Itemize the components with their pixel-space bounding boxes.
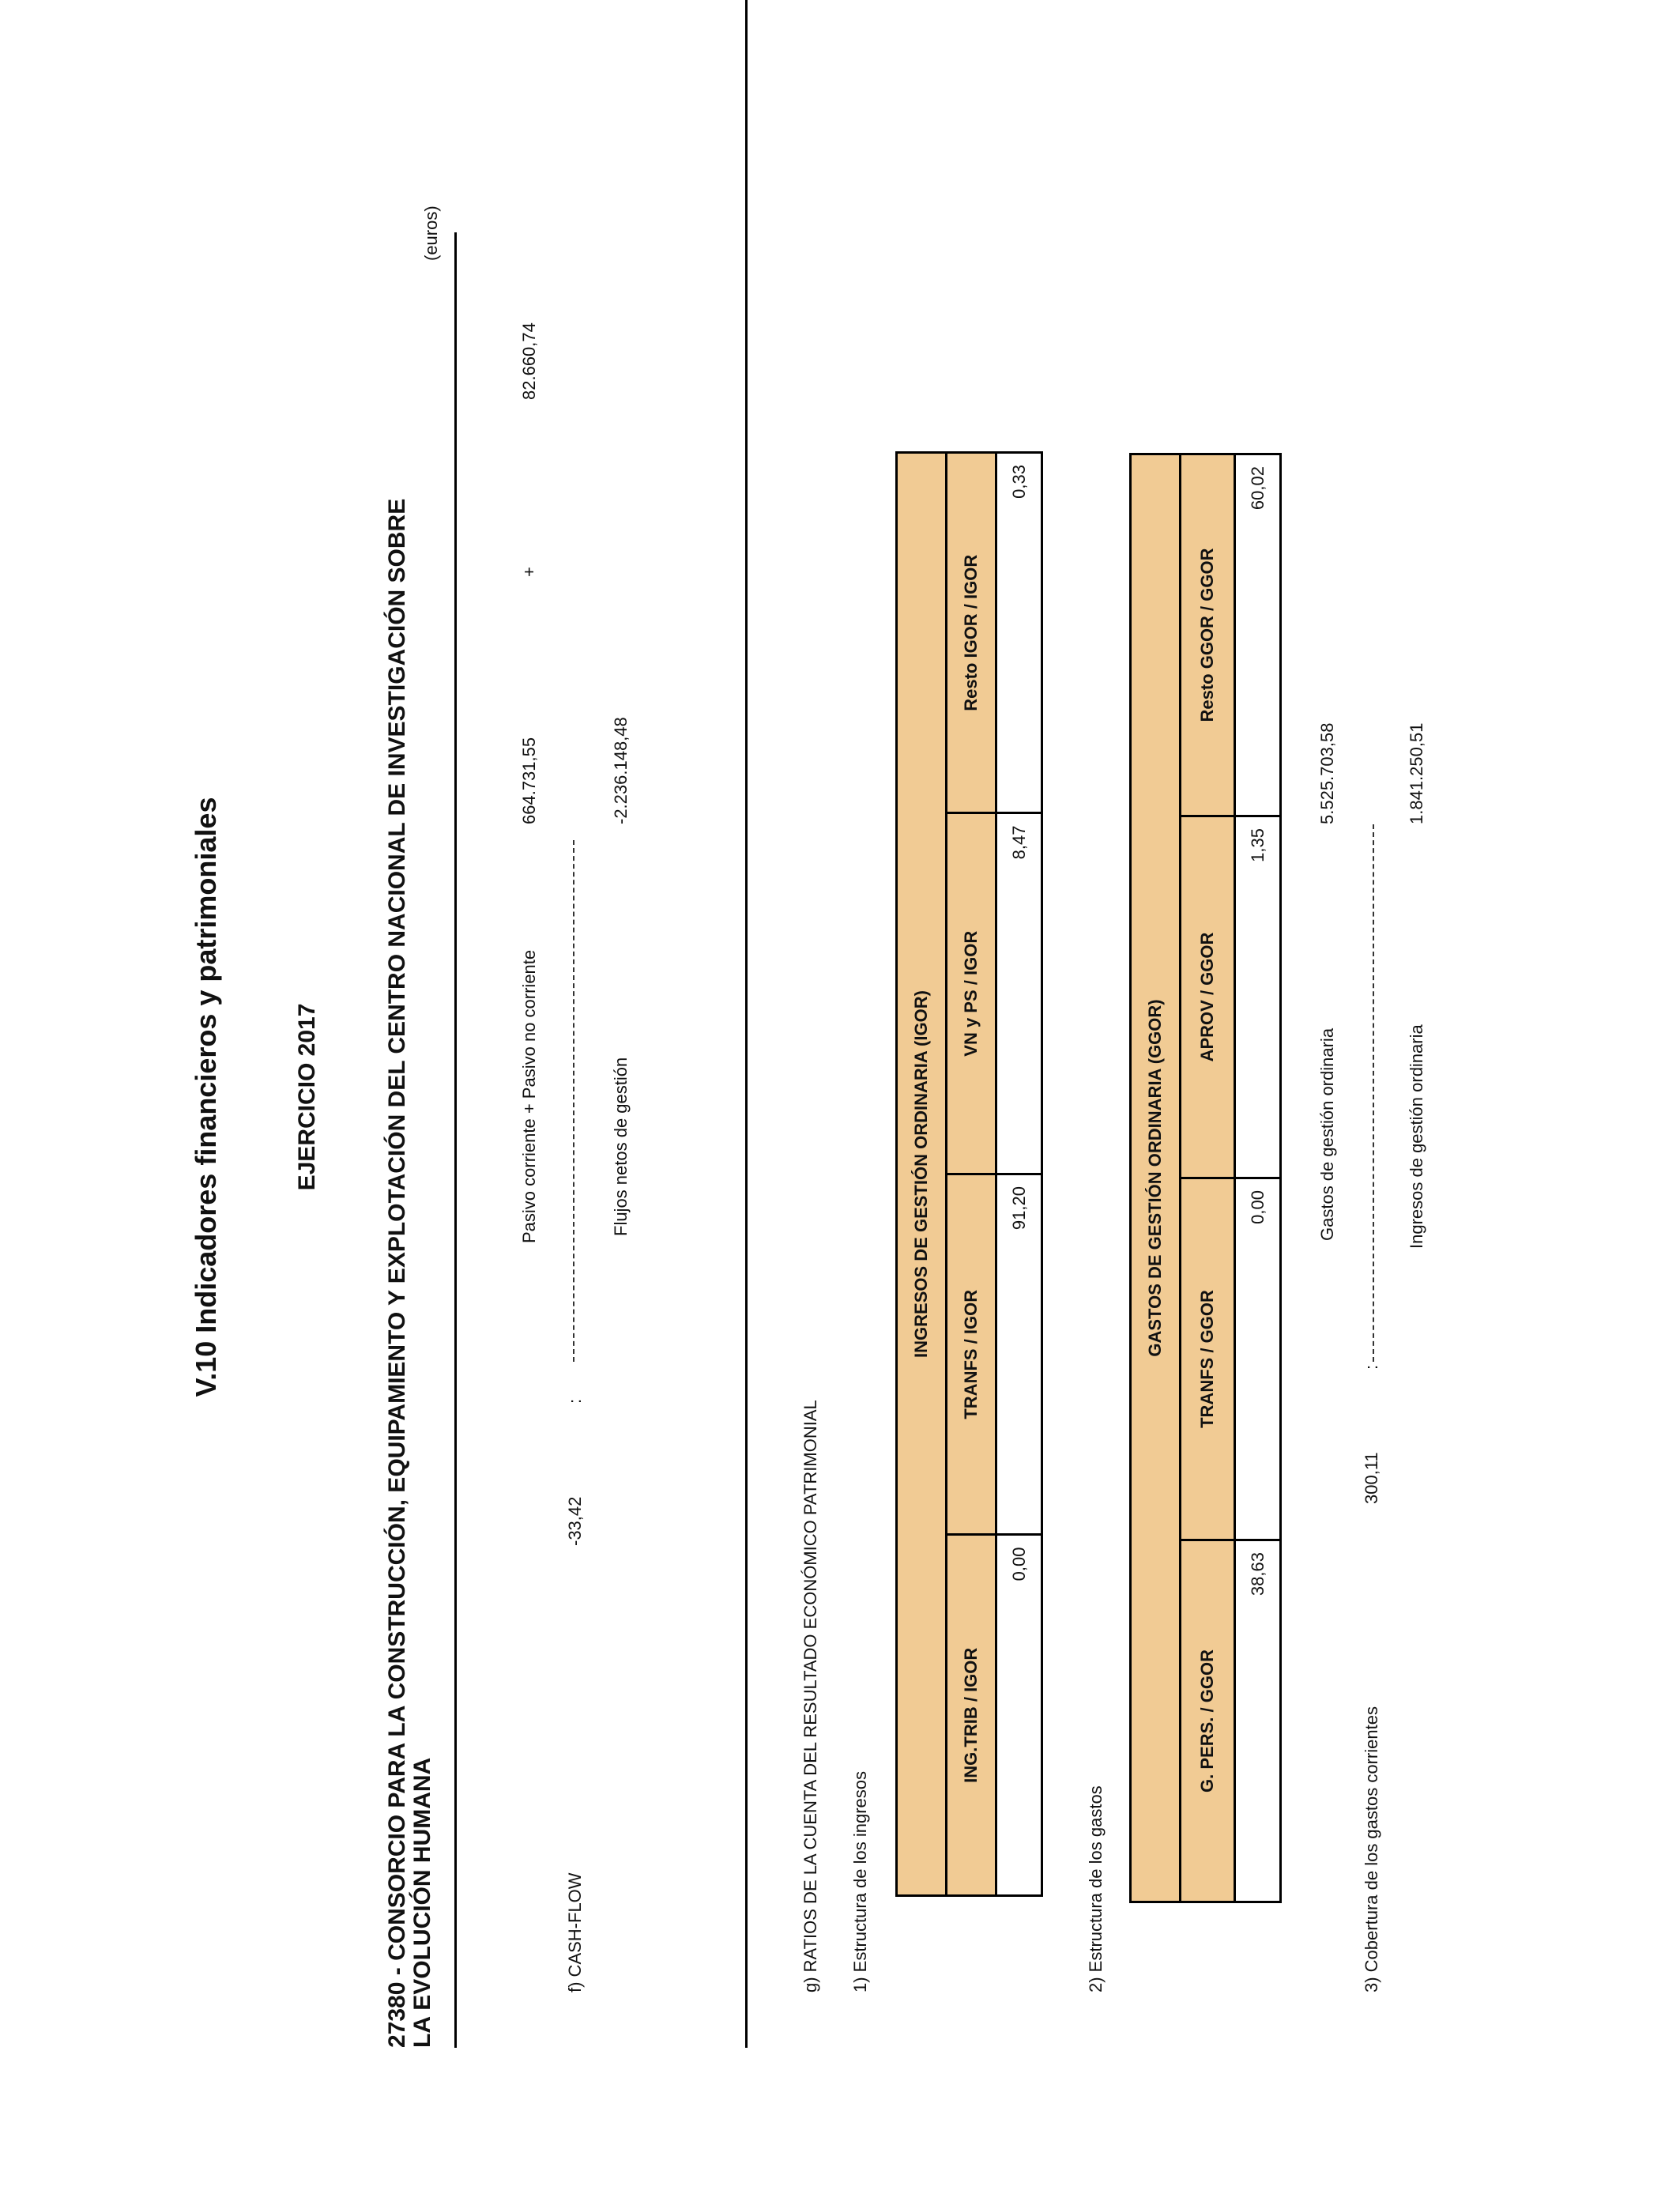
ratios-section-label: g) RATIOS DE LA CUENTA DEL RESULTADO ECONÓMICO PATRIMONIAL [800, 1400, 820, 1992]
cashflow-denominator-label: Flujos netos de gestión [611, 1057, 631, 1236]
header-rule [454, 232, 457, 2048]
income-col-header: Resto IGOR / IGOR [947, 453, 996, 814]
coverage-fraction-line [1373, 824, 1374, 1362]
report-title: V.10 Indicadores financieros y patrimoniales [190, 797, 222, 1397]
cashflow-colon: : [565, 1398, 585, 1404]
expense-ratio-value: 1,35 [1235, 816, 1281, 1178]
expense-structure-label: 2) Estructura de los gastos [1086, 1785, 1106, 1992]
income-ratio-value: 8,47 [996, 813, 1042, 1174]
entity-name-line-2: LA EVOLUCIÓN HUMANA [409, 1757, 435, 2048]
coverage-denominator-label: Ingresos de gestión ordinaria [1407, 1024, 1426, 1249]
cashflow-fraction-line [573, 840, 574, 1362]
income-structure-table [895, 451, 1043, 1897]
income-col-header: VN y PS / IGOR [947, 813, 996, 1174]
cashflow-denominator-value: -2.236.148,48 [611, 717, 631, 824]
exercise-year: EJERCICIO 2017 [294, 1003, 320, 1191]
expense-col-header: APROV / GGOR [1181, 816, 1235, 1178]
income-ratio-value: 91,20 [996, 1174, 1042, 1536]
income-ratio-value: 0,00 [996, 1535, 1042, 1896]
cashflow-numerator-value-2: 82.660,74 [519, 322, 539, 400]
income-ratio-value: 0,33 [996, 453, 1042, 814]
entity-name [385, 499, 435, 2048]
coverage-numerator-label: Gastos de gestión ordinaria [1317, 1027, 1337, 1241]
expense-ratio-value: 38,63 [1235, 1540, 1281, 1902]
expense-col-header: Resto GGOR / GGOR [1181, 454, 1235, 816]
coverage-colon: : [1362, 1364, 1381, 1370]
coverage-label: 3) Cobertura de los gastos corrientes [1362, 1706, 1381, 1992]
expense-structure-table [1129, 453, 1282, 1903]
cashflow-numerator-value-1: 664.731,55 [519, 737, 539, 824]
coverage-denominator-value: 1.841.250,51 [1407, 722, 1426, 824]
entity-name-line-1: 27380 - CONSORCIO PARA LA CONSTRUCCIÓN, EQUIPAMIENTO Y EXPLOTACIÓN DEL CENTRO NACIONAL DE INVESTIGACIÓN SOBRE [384, 498, 410, 2048]
expense-table-title: GASTOS DE GESTIÓN ORDINARIA (GGOR) [1131, 454, 1181, 1902]
income-structure-label: 1) Estructura de los ingresos [850, 1770, 870, 1992]
income-col-header: ING.TRIB / IGOR [947, 1535, 996, 1896]
expense-ratio-value: 60,02 [1235, 454, 1281, 816]
cashflow-label: f) CASH-FLOW [565, 1872, 585, 1992]
section-rule [745, 0, 748, 2048]
expense-col-header: G. PERS. / GGOR [1181, 1540, 1235, 1902]
expense-col-header: TRANFS / GGOR [1181, 1178, 1235, 1540]
cashflow-value: -33,42 [565, 1496, 585, 1546]
income-col-header: TRANFS / IGOR [947, 1174, 996, 1536]
cashflow-numerator-label: Pasivo corriente + Pasivo no corriente [519, 949, 539, 1243]
income-table-title: INGRESOS DE GESTIÓN ORDINARIA (IGOR) [897, 453, 947, 1896]
expense-ratio-value: 0,00 [1235, 1178, 1281, 1540]
coverage-value: 300,11 [1362, 1452, 1381, 1504]
coverage-numerator-value: 5.525.703,58 [1317, 722, 1337, 824]
units-label: (euros) [421, 205, 441, 261]
cashflow-plus-sign: + [519, 567, 539, 577]
